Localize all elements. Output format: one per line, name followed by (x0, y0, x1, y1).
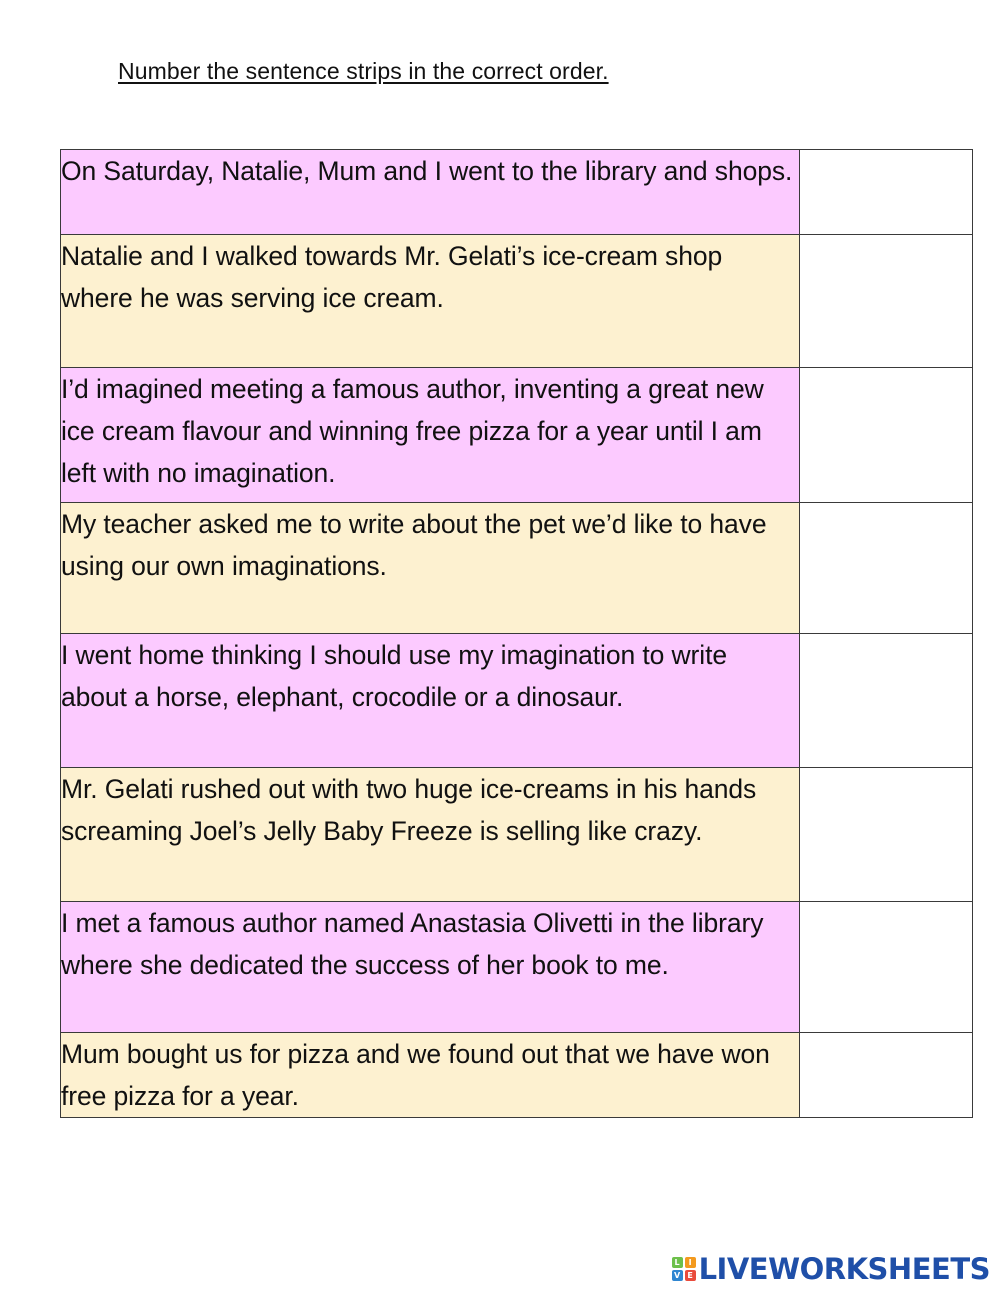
brand-name: LIVEWORKSHEETS (698, 1252, 990, 1286)
strip-sentence: Natalie and I walked towards Mr. Gelati’s ice-cream shop where he was serving ice cream. (61, 235, 800, 368)
answer-cell[interactable] (800, 634, 973, 768)
strip-sentence: I met a famous author named Anastasia Olivetti in the library where she dedicated the success of her book to me. (61, 902, 800, 1033)
sentence-strips-table (60, 149, 973, 1118)
strip-sentence: My teacher asked me to write about the pet we’d like to have using our own imaginations. (61, 503, 800, 634)
strip-sentence: I went home thinking I should use my imagination to write about a horse, elephant, crocodile or a dinosaur. (61, 634, 800, 768)
strip-sentence: Mum bought us for pizza and we found out that we have won free pizza for a year. (61, 1033, 800, 1118)
answer-cell[interactable] (800, 368, 973, 503)
answer-cell[interactable] (800, 150, 973, 235)
answer-cell[interactable] (800, 768, 973, 902)
strip-row-6 (61, 768, 973, 902)
answer-cell[interactable] (800, 235, 973, 368)
logo-tile-i: I (685, 1257, 696, 1268)
answer-cell[interactable] (800, 1033, 973, 1118)
strip-row-1 (61, 150, 973, 235)
strip-row-5 (61, 634, 973, 768)
answer-cell[interactable] (800, 902, 973, 1033)
liveworksheets-logo (672, 1252, 990, 1286)
strip-row-4 (61, 503, 973, 634)
instruction-text: Number the sentence strips in the correct order. (118, 58, 609, 84)
strip-sentence: I’d imagined meeting a famous author, inventing a great new ice cream flavour and winning free pizza for a year until I am left with no imagination. (61, 368, 800, 503)
strip-sentence: Mr. Gelati rushed out with two huge ice-creams in his hands screaming Joel’s Jelly Baby Freeze is selling like crazy. (61, 768, 800, 902)
strip-row-8 (61, 1033, 973, 1118)
answer-cell[interactable] (800, 503, 973, 634)
logo-tile-v: V (672, 1270, 683, 1281)
strip-row-7 (61, 902, 973, 1033)
strip-row-3 (61, 368, 973, 503)
strip-row-2 (61, 235, 973, 368)
strip-sentence: On Saturday, Natalie, Mum and I went to the library and shops. (61, 150, 800, 235)
brand-logo-icon (672, 1257, 696, 1281)
logo-tile-l: L (672, 1257, 683, 1268)
logo-tile-e: E (685, 1270, 696, 1281)
